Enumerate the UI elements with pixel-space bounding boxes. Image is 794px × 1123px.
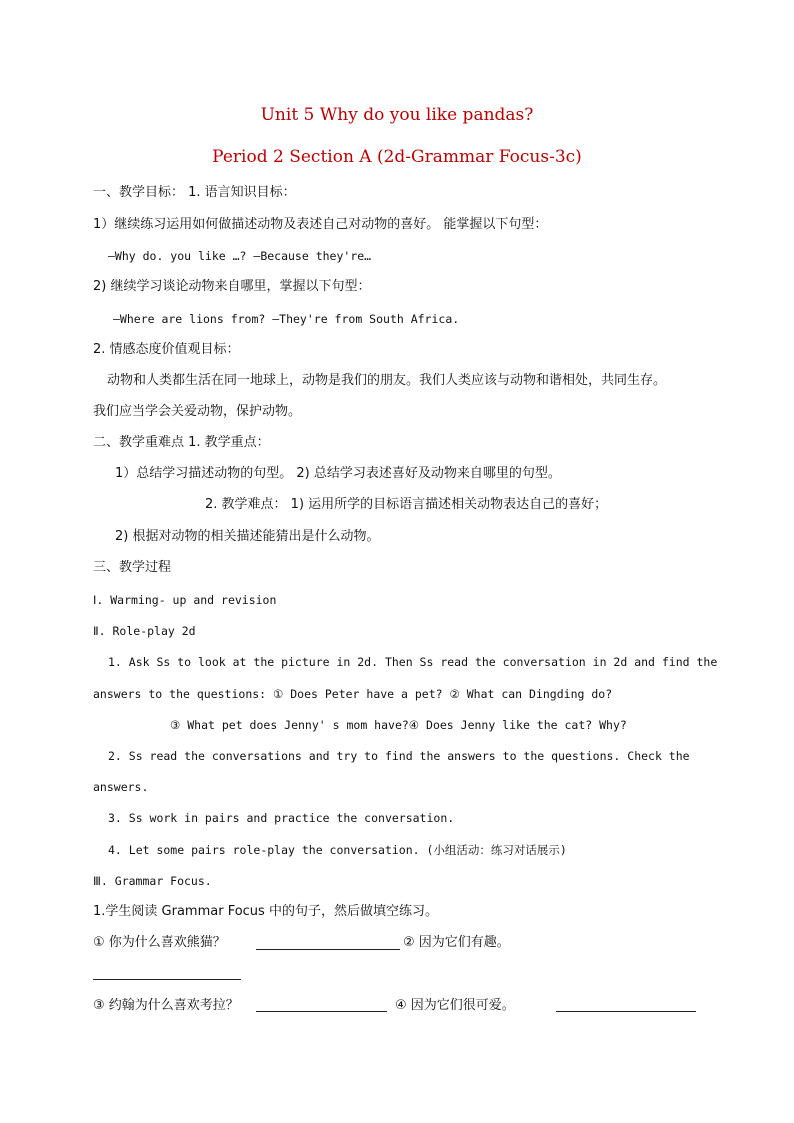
objectives-heading: 一、教学目标： 1. 语言知识目标： <box>93 185 296 200</box>
emotion-heading: 2. 情感态度价值观目标： <box>93 342 240 357</box>
objective-item-2: 2) 继续学习谈论动物来自哪里，掌握以下句型： <box>93 279 371 294</box>
question-1: ① 你为什么喜欢熊猫？ <box>93 935 226 950</box>
question-2: ② 因为它们有趣。 <box>403 935 510 950</box>
step-2-para-2-line-1: 2. Ss read the conversations and try to find the answers to the questions. Check the <box>108 749 690 763</box>
step-2-para-1-line-1: 1. Ask Ss to look at the picture in 2d. Then Ss read the conversation in 2d and find the <box>108 655 718 669</box>
step-2-heading: Ⅱ. Role-play 2d <box>93 624 196 638</box>
step-1-heading: Ⅰ. Warming- up and revision <box>93 593 277 607</box>
step-2-para-2-line-2: answers. <box>93 780 149 794</box>
answer-blank-1[interactable] <box>256 949 400 950</box>
key-points-heading: 二、教学重难点 1. 教学重点： <box>93 435 270 450</box>
step-2-para-1-line-2: answers to the questions: ① Does Peter have a pet? ② What can Dingding do? <box>93 687 613 701</box>
process-heading: 三、教学过程 <box>93 560 172 575</box>
step-3-heading: Ⅲ. Grammar Focus. <box>93 874 212 888</box>
objective-item-1: 1）继续练习运用如何做描述动物及表述自己对动物的喜好。 能掌握以下句型： <box>93 217 548 232</box>
difficulty-line-1: 2. 教学难点： 1) 运用所学的目标语言描述相关动物表达自己的喜好； <box>205 497 608 512</box>
step-2-para-4: 4. Let some pairs role-play the conversation. (小组活动：练习对话展示) <box>108 843 567 857</box>
emotion-line-1: 动物和人类都生活在同一地球上，动物是我们的朋友。我们人类应该与动物和谐相处，共同生存。 <box>107 373 667 388</box>
key-points-line-1: 1）总结学习描述动物的句型。 2) 总结学习表述喜好及动物来自哪里的句型。 <box>115 466 561 481</box>
question-4: ④ 因为它们很可爱。 <box>395 998 515 1013</box>
objective-item-2-sentence: —Where are lions from? —They're from South Africa. <box>113 312 460 326</box>
answer-blank-3[interactable] <box>256 1011 387 1012</box>
step-2-para-1-line-3: ③ What pet does Jenny' s mom have?④ Does Jenny like the cat? Why? <box>170 718 627 732</box>
document-subtitle: Period 2 Section A (2d-Grammar Focus-3c) <box>212 147 582 167</box>
objective-item-1-sentence: —Why do. you like …? —Because they're… <box>108 249 372 263</box>
step-2-para-3: 3. Ss work in pairs and practice the conversation. <box>108 811 455 825</box>
document-title: Unit 5 Why do you like pandas? <box>260 105 534 125</box>
answer-blank-2[interactable] <box>93 979 241 980</box>
question-3: ③ 约翰为什么喜欢考拉？ <box>93 998 239 1013</box>
emotion-line-2: 我们应当学会关爱动物，保护动物。 <box>93 404 302 419</box>
grammar-focus-intro: 1.学生阅读 Grammar Focus 中的句子，然后做填空练习。 <box>93 904 438 919</box>
answer-blank-4[interactable] <box>556 1011 696 1012</box>
difficulty-line-2: 2) 根据对动物的相关描述能猜出是什么动物。 <box>115 529 380 544</box>
